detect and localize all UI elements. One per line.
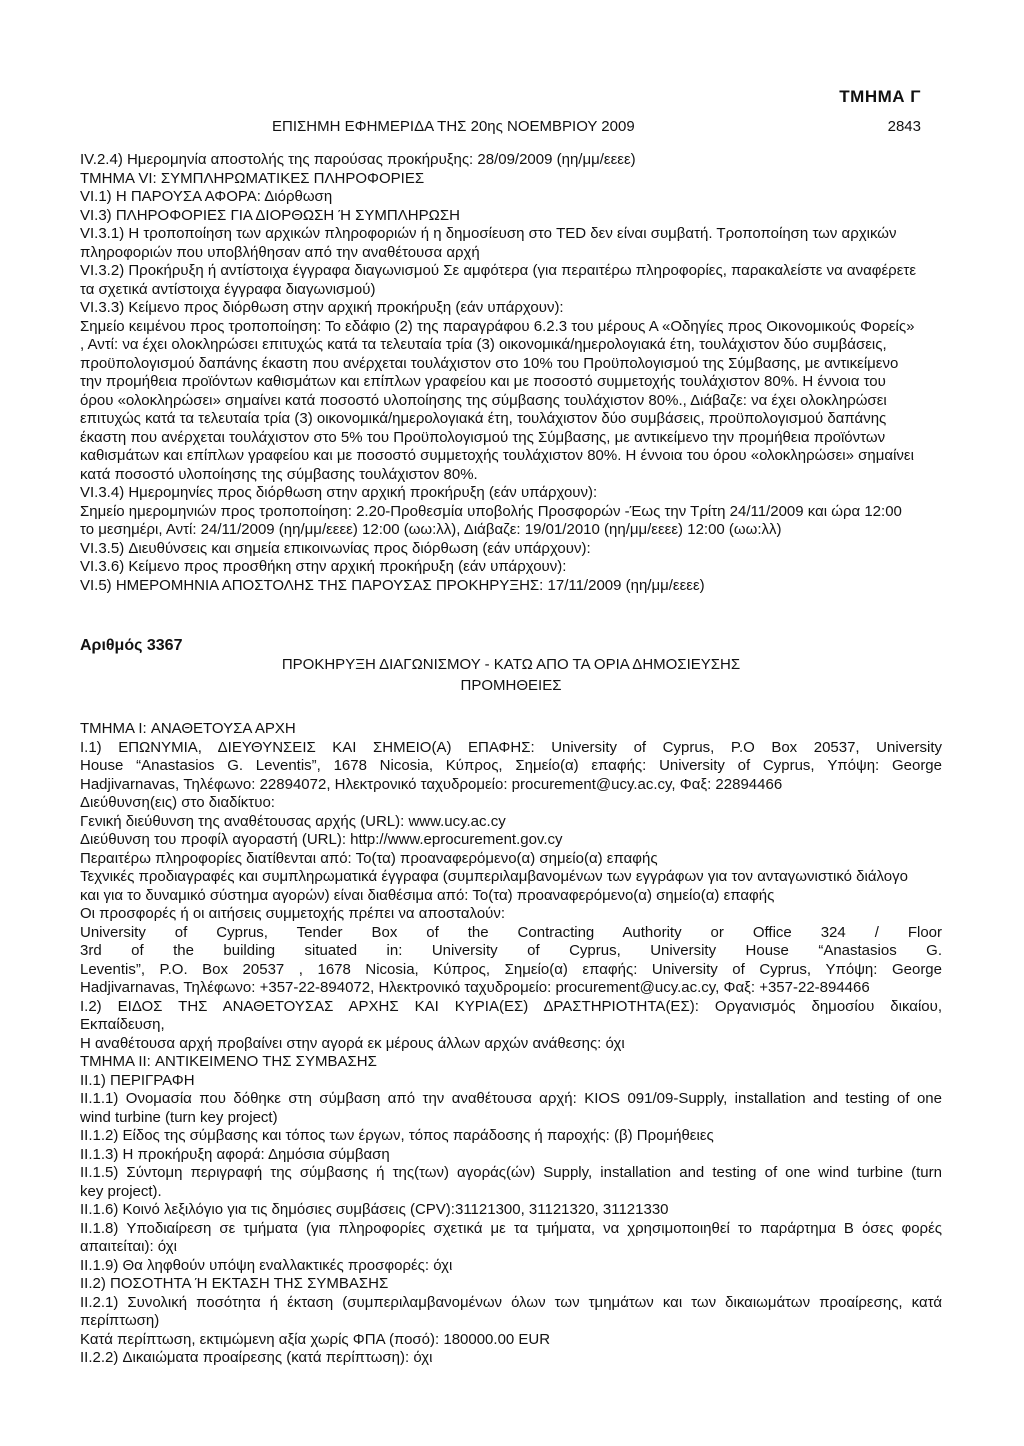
page-number: 2843: [887, 118, 921, 135]
text-line: II.1) ΠΕΡΙΓΡΑΦΗ: [80, 1071, 195, 1089]
notice-number: Αριθμός 3367: [80, 637, 183, 654]
running-header: ΕΠΙΣΗΜΗ ΕΦΗΜΕΡΙΔΑ ΤΗΣ 20ης ΝΟΕΜΒΡΙΟΥ 2009: [272, 118, 635, 135]
text-line: VI.3.3) Κείμενο προς διόρθωση στην αρχική προκήρυξη (εάν υπάρχουν):: [80, 299, 564, 316]
text-line: Leventis”, P.O. Box 20537 , 1678 Nicosia, Κύπρος, Σημείο(α) επαφής: University of Cyprus, Υπόψη: George: [80, 960, 942, 978]
text-line: VI.3.6) Κείμενο προς προσθήκη στην αρχική προκήρυξη (εάν υπάρχουν):: [80, 558, 567, 575]
text-line: Η αναθέτουσα αρχή προβαίνει στην αγορά εκ μέρους άλλων αρχών ανάθεσης: όχι: [80, 1034, 625, 1052]
text-line: II.2.2) Δικαιώματα προαίρεσης (κατά περίπτωση): όχι: [80, 1349, 433, 1366]
text-line: επιτυχώς κατά τα τελευταία τρία (3) οικονομικά/ημερολογιακά έτη, τουλάχιστον δύο συμβάσεις, προϋπολογισμού δαπάνης: [80, 410, 887, 427]
text-line: II.1.6) Κοινό λεξιλόγιο για τις δημόσιες συμβάσεις (CPV):31121300, 31121320, 31121330: [80, 1201, 669, 1218]
text-line: ΤΜΗΜΑ II: ΑΝΤΙΚΕΙΜΕΝΟ ΤΗΣ ΣΥΜΒΑΣΗΣ: [80, 1053, 377, 1070]
text-line: , Αντί: να έχει ολοκληρώσει επιτυχώς κατά τα τελευταία τρία (3) οικονομικά/ημερολογιακά έτη, τουλάχιστον δύο συμβάσεις,: [80, 336, 887, 353]
text-line: Περαιτέρω πληροφορίες διατίθενται από: Το(τα) προαναφερόμενο(α) σημείο(α) επαφής: [80, 849, 658, 867]
tender-notice-body: [80, 720, 942, 1368]
text-line: I.2) ΕΙΔΟΣ ΤΗΣ ΑΝΑΘΕΤΟΥΣΑΣ ΑΡΧΗΣ ΚΑΙ ΚΥΡΙΑ(ΕΣ) ΔΡΑΣΤΗΡΙΟΤΗΤΑ(ΕΣ): Οργανισμός δημοσίου δικαίου,: [80, 997, 942, 1015]
text-line: όρου «ολοκληρώσει» σημαίνει κατά ποσοστό υλοποίησης της σύμβασης τουλάχιστον 80%., Διάβαζε: να έχει ολοκληρώσει: [80, 391, 887, 409]
text-line: II.1.3) Η προκήρυξη αφορά: Δημόσια σύμβαση: [80, 1145, 390, 1163]
text-line: τα σχετικά αντίστοιχα έγγραφα διαγωνισμού): [80, 280, 376, 298]
text-line: Εκπαίδευση,: [80, 1016, 165, 1033]
text-line: wind turbine (turn key project): [80, 1108, 278, 1126]
text-line: II.1.5) Σύντομη περιγραφή της σύμβασης ή της(των) αγοράς(ών) Supply, installation and testing of one wind turbine (turn: [80, 1164, 942, 1181]
text-line: VI.3.5) Διευθύνσεις και σημεία επικοινωνίας προς διόρθωση (εάν υπάρχουν):: [80, 539, 591, 557]
text-line: την προμήθεια προϊόντων καθισμάτων και επίπλων γραφείου και με ποσοστό συμμετοχής τουλάχιστον 80%. Η έννοια του: [80, 373, 886, 390]
text-line: Γενική διεύθυνση της αναθέτουσας αρχής (URL): www.ucy.ac.cy: [80, 812, 506, 830]
text-line: key project).: [80, 1182, 162, 1200]
text-line: απαιτείται): όχι: [80, 1238, 177, 1255]
text-line: Κατά περίπτωση, εκτιμώμενη αξία χωρίς ΦΠΑ (ποσό): 180000.00 EUR: [80, 1330, 551, 1348]
text-line: I.1) ΕΠΩΝΥΜΙΑ, ΔΙΕΥΘΥΝΣΕΙΣ ΚΑΙ ΣΗΜΕΙΟ(Α) ΕΠΑΦΗΣ: University of Cyprus, P.O Box 20537, University: [80, 738, 942, 756]
text-line: House “Anastasios G. Leventis”, 1678 Nicosia, Κύπρος, Σημείο(α) επαφής: University of Cyprus, Υπόψη: George: [80, 757, 942, 774]
notice-title-line: ΠΡΟΜΗΘΕΙΕΣ: [460, 677, 562, 694]
text-line: II.1.8) Υποδιαίρεση σε τμήματα (για πληροφορίες σχετικά με τα τμήματα, να χρησιμοποιηθεί το παράρτημα Β όσες φορές: [80, 1219, 942, 1237]
text-line: Σημείο κειμένου προς τροποποίηση: Το εδάφιο (2) της παραγράφου 6.2.3 του μέρους Α «Οδηγίες προς Οικονομικούς Φορείς»: [80, 317, 915, 335]
text-line: 3rd of the building situated in: University of Cyprus, University House “Anastasios G.: [80, 942, 942, 959]
text-line: Οι προσφορές ή οι αιτήσεις συμμετοχής πρέπει να αποσταλούν:: [80, 905, 506, 922]
text-line: ΤΜΗΜΑ VI: ΣΥΜΠΛΗΡΩΜΑΤΙΚΕΣ ΠΛΗΡΟΦΟΡΙΕΣ: [80, 169, 425, 187]
notice-title: [80, 654, 942, 696]
text-line: προϋπολογισμού δαπάνης έκαστη που ανέρχεται τουλάχιστον στο 10% του Προϋπολογισμού της Σύμβασης, με αντικείμενο: [80, 354, 899, 372]
text-line: κατά ποσοστό υλοποίησης της σύμβασης τουλάχιστον 80%.: [80, 465, 478, 483]
text-line: VI.3) ΠΛΗΡΟΦΟΡΙΕΣ ΓΙΑ ΔΙΟΡΘΩΣΗ Ή ΣΥΜΠΛΗΡΩΣΗ: [80, 206, 460, 224]
text-line: VI.1) Η ΠΑΡΟΥΣΑ ΑΦΟΡΑ: Διόρθωση: [80, 188, 333, 205]
section-label: ΤΜΗΜΑ Γ: [839, 87, 921, 106]
text-line: περίπτωση): [80, 1312, 160, 1329]
text-line: ΤΜΗΜΑ I: ΑΝΑΘΕΤΟΥΣΑ ΑΡΧΗ: [80, 720, 296, 737]
text-line: Διεύθυνση του προφίλ αγοραστή (URL): http://www.eprocurement.gov.cy: [80, 831, 563, 848]
text-line: πληροφοριών που υποβλήθησαν από την αναθέτουσα αρχή: [80, 243, 480, 261]
text-line: VI.3.4) Ημερομηνίες προς διόρθωση στην αρχική προκήρυξη (εάν υπάρχουν):: [80, 484, 598, 501]
text-line: IV.2.4) Ημερομηνία αποστολής της παρούσας προκήρυξης: 28/09/2009 (ηη/μμ/εεεε): [80, 151, 636, 168]
text-line: Διεύθυνση(εις) στο διαδίκτυο:: [80, 794, 275, 811]
text-line: II.1.9) Θα ληφθούν υπόψη εναλλακτικές προσφορές: όχι: [80, 1256, 453, 1274]
text-line: University of Cyprus, Tender Box of the Contracting Authority or Office 324 / Floor: [80, 923, 942, 941]
text-line: VI.3.1) Η τροποποίηση των αρχικών πληροφοριών ή η δημοσίευση στο TED δεν είναι συμβατή. Τροποποίηση των αρχικών: [80, 225, 897, 242]
text-line: II.2.1) Συνολική ποσότητα ή έκταση (συμπεριλαμβανομένων όλων των τμημάτων και των δικαιωμάτων προαίρεσης, κατά: [80, 1293, 942, 1311]
text-line: Hadjivarnavas, Τηλέφωνο: +357-22-894072, Ηλεκτρονικό ταχυδρομείο: procurement@ucy.ac.cy, Φαξ: +357-22-894466: [80, 979, 870, 996]
text-line: Σημείο ημερομηνιών προς τροποποίηση: 2.20-Προθεσμία υποβολής Προσφορών -Έως την Τρίτη 24/11/2009 και ώρα 12:00: [80, 502, 902, 520]
text-line: έκαστη που ανέρχεται τουλάχιστον στο 5% του Προϋπολογισμού της Σύμβασης, με αντικείμενο την προμήθεια προϊόντων: [80, 428, 886, 446]
text-line: VI.5) ΗΜΕΡΟΜΗΝΙΑ ΑΠΟΣΤΟΛΗΣ ΤΗΣ ΠΑΡΟΥΣΑΣ ΠΡΟΚΗΡΥΞΗΣ: 17/11/2009 (ηη/μμ/εεεε): [80, 576, 705, 594]
text-line: το μεσημέρι, Αντί: 24/11/2009 (ηη/μμ/εεεε) 12:00 (ωω:λλ), Διάβαζε: 19/01/2010 (ηη/μμ/εεεε) 12:00 (ωω:λλ): [80, 521, 782, 538]
notice-title-line: ΠΡΟΚΗΡΥΞΗ ΔΙΑΓΩΝΙΣΜΟΥ - ΚΑΤΩ ΑΠΟ ΤΑ ΟΡΙΑ ΔΗΜΟΣΙΕΥΣΗΣ: [281, 656, 741, 673]
text-line: II.2) ΠΟΣΟΤΗΤΑ Ή ΕΚΤΑΣΗ ΤΗΣ ΣΥΜΒΑΣΗΣ: [80, 1275, 389, 1292]
text-line: Τεχνικές προδιαγραφές και συμπληρωματικά έγγραφα (συμπεριλαμβανομένων των εγγράφων για τον ανταγωνιστικό διάλογο: [80, 868, 908, 885]
text-line: και για το δυναμικό σύστημα αγορών) είναι διαθέσιμα από: Το(τα) προαναφερόμενο(α) σημείο(α) επαφής: [80, 886, 775, 904]
text-line: VI.3.2) Προκήρυξη ή αντίστοιχα έγγραφα διαγωνισμού Σε αμφότερα (για περαιτέρω πληροφορίες, παρακαλείστε να αναφέρετε: [80, 262, 917, 279]
text-line: καθισμάτων και επίπλων γραφείου και με ποσοστό συμμετοχής τουλάχιστον 80%. Η έννοια του όρου «ολοκληρώσει» σημαίνει: [80, 447, 914, 464]
text-line: II.1.1) Ονομασία που δόθηκε στη σύμβαση από την αναθέτουσα αρχή: KIOS 091/09-Supply, installation and testing of one: [80, 1090, 942, 1107]
text-line: II.1.2) Είδος της σύμβασης και τόπος των έργων, τόπος παράδοσης ή παροχής: (β) Προμήθειες: [80, 1127, 714, 1144]
correction-notice-body: [80, 151, 942, 595]
text-line: Hadjivarnavas, Τηλέφωνο: 22894072, Ηλεκτρονικό ταχυδρομείο: procurement@ucy.ac.cy, Φαξ: 22894466: [80, 775, 783, 793]
